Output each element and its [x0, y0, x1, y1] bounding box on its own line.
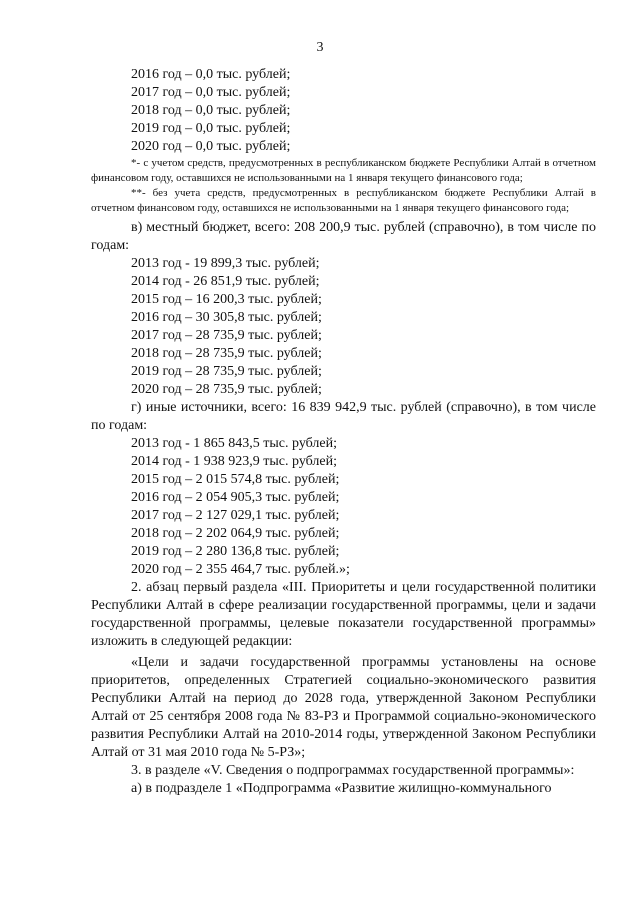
list-item: 2014 год - 26 851,9 тыс. рублей; — [131, 274, 320, 289]
list-a — [91, 66, 596, 156]
item-3a-paragraph: а) в подразделе 1 «Подпрограмма «Развитие жилищно-коммунального — [131, 781, 552, 796]
list-item: 2016 год – 0,0 тыс. рублей; — [131, 67, 291, 82]
list-item: 2019 год – 28 735,9 тыс. рублей; — [131, 364, 322, 379]
footnote-1: *- с учетом средств, предусмотренных в республиканском бюджете Республики Алтай в отчетном финансовом году, оставшихся не использованными на 1 января текущего финансового года; — [91, 157, 596, 184]
list-item: 2014 год - 1 938 923,9 тыс. рублей; — [131, 454, 338, 469]
list-item: 2019 год – 0,0 тыс. рублей; — [131, 121, 291, 136]
list-item: 2015 год – 16 200,3 тыс. рублей; — [131, 292, 322, 307]
footnote-2: **- без учета средств, предусмотренных в республиканском бюджете Республики Алтай в отчетном финансовом году, оставшихся не использованными на 1 января текущего финансового года; — [91, 187, 596, 214]
list-item: 2013 год - 1 865 843,5 тыс. рублей; — [131, 436, 338, 451]
list-item: 2016 год – 2 054 905,3 тыс. рублей; — [131, 490, 340, 505]
list-item: 2015 год – 2 015 574,8 тыс. рублей; — [131, 472, 340, 487]
item-2-paragraph: 2. абзац первый раздела «III. Приоритеты и цели государственной политики Республики Алтай в сфере реализации государственной программы, цели и задачи государственной программы, целевые показатели государственной программы» изложить в следующей редакции: — [91, 580, 596, 649]
item-3-paragraph: 3. в разделе «V. Сведения о подпрограммах государственной программы»: — [131, 763, 575, 778]
list-item: 2017 год – 0,0 тыс. рублей; — [131, 85, 291, 100]
quote-paragraph: «Цели и задачи государственной программы установлены на основе приоритетов, определенных Стратегией социально-экономического развития Республики Алтай на период до 2028 года, утвержденной Законом Республики Алтай от 25 сентября 2008 года № 83-РЗ и Программой социально-экономического развития Республики Алтай на 2010-2014 годы, утвержденной Законом Республики Алтай от 31 мая 2010 года № 5-РЗ»; — [91, 655, 596, 760]
list-item: 2018 год – 0,0 тыс. рублей; — [131, 103, 291, 118]
local-budget-list — [91, 255, 596, 399]
list-item: 2016 год – 30 305,8 тыс. рублей; — [131, 310, 322, 325]
other-sources-intro: г) иные источники, всего: 16 839 942,9 тыс. рублей (справочно), в том числе по годам: — [91, 400, 596, 433]
list-item: 2020 год – 28 735,9 тыс. рублей; — [131, 382, 322, 397]
list-item: 2017 год – 2 127 029,1 тыс. рублей; — [131, 508, 340, 523]
list-item: 2020 год – 2 355 464,7 тыс. рублей.»; — [131, 562, 350, 577]
list-item: 2018 год – 28 735,9 тыс. рублей; — [131, 346, 322, 361]
list-item: 2018 год – 2 202 064,9 тыс. рублей; — [131, 526, 340, 541]
list-item: 2017 год – 28 735,9 тыс. рублей; — [131, 328, 322, 343]
list-item: 2013 год - 19 899,3 тыс. рублей; — [131, 256, 320, 271]
other-sources-list — [91, 435, 596, 579]
page-number: 3 — [316, 40, 324, 55]
local-budget-intro: в) местный бюджет, всего: 208 200,9 тыс. рублей (справочно), в том числе по годам: — [91, 220, 596, 253]
list-item: 2020 год – 0,0 тыс. рублей; — [131, 139, 291, 154]
list-item: 2019 год – 2 280 136,8 тыс. рублей; — [131, 544, 340, 559]
document-body — [91, 66, 596, 798]
